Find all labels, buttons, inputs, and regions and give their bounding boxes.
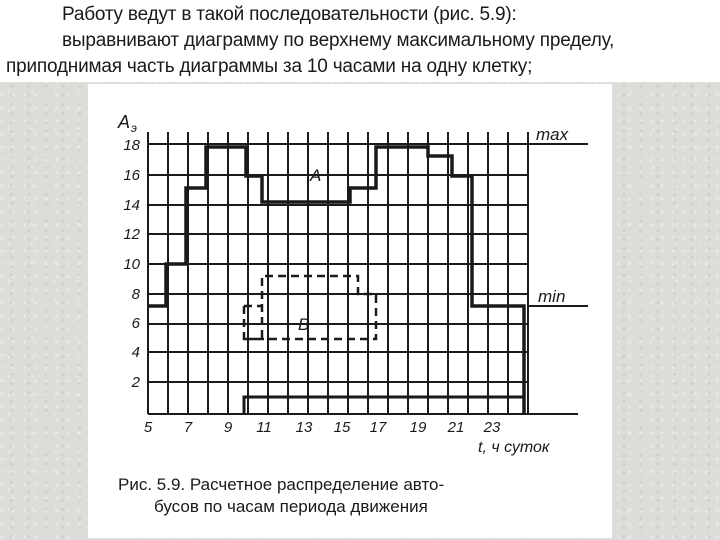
text-line-3: приподнимая часть диаграммы за 10 часами на одну клетку; [6,56,533,77]
y-tick: 2 [131,374,140,391]
x-tick: 15 [333,419,351,436]
text-block [0,0,720,82]
y-tick: 10 [123,256,140,273]
region-b-outline [244,276,376,339]
y-tick: 4 [131,344,140,361]
x-tick: 5 [143,419,153,436]
y-tick: 14 [123,197,140,214]
x-tick-labels [144,419,501,436]
text-line-1: Работу ведут в такой последовательности (рис. 5.9): [62,4,517,25]
x-tick: 19 [409,419,427,436]
y-tick: 6 [131,315,140,332]
x-tick: 13 [295,419,313,436]
region-a-label: A [310,166,322,185]
grid-lines [148,132,578,414]
y-axis-sub: э [131,121,137,135]
min-label: min [538,287,566,306]
max-label: max [536,125,569,144]
x-tick: 17 [369,419,387,436]
y-tick: 18 [123,137,140,154]
y-tick: 8 [131,286,140,303]
x-tick: 11 [256,419,272,436]
x-tick: 23 [483,419,501,436]
x-tick: 7 [183,419,193,436]
x-tick: 21 [447,419,465,436]
lower-band [244,397,524,414]
x-tick: 9 [223,419,233,436]
figure-caption-line-1: Рис. 5.9. Расчетное распределение авто- [118,475,445,494]
region-b-label: B [298,315,310,334]
figure-caption-line-2: бусов по часам периода движения [154,497,428,516]
y-tick-labels [123,137,140,391]
y-axis-label: A [118,112,131,132]
x-axis-label: t, ч суток [478,439,550,456]
step-diagram [88,84,612,538]
figure-panel [88,84,612,538]
text-line-2: выравнивают диаграмму по верхнему максимальному пределу, [62,30,615,51]
y-tick: 16 [123,167,140,184]
y-tick: 12 [123,226,140,243]
